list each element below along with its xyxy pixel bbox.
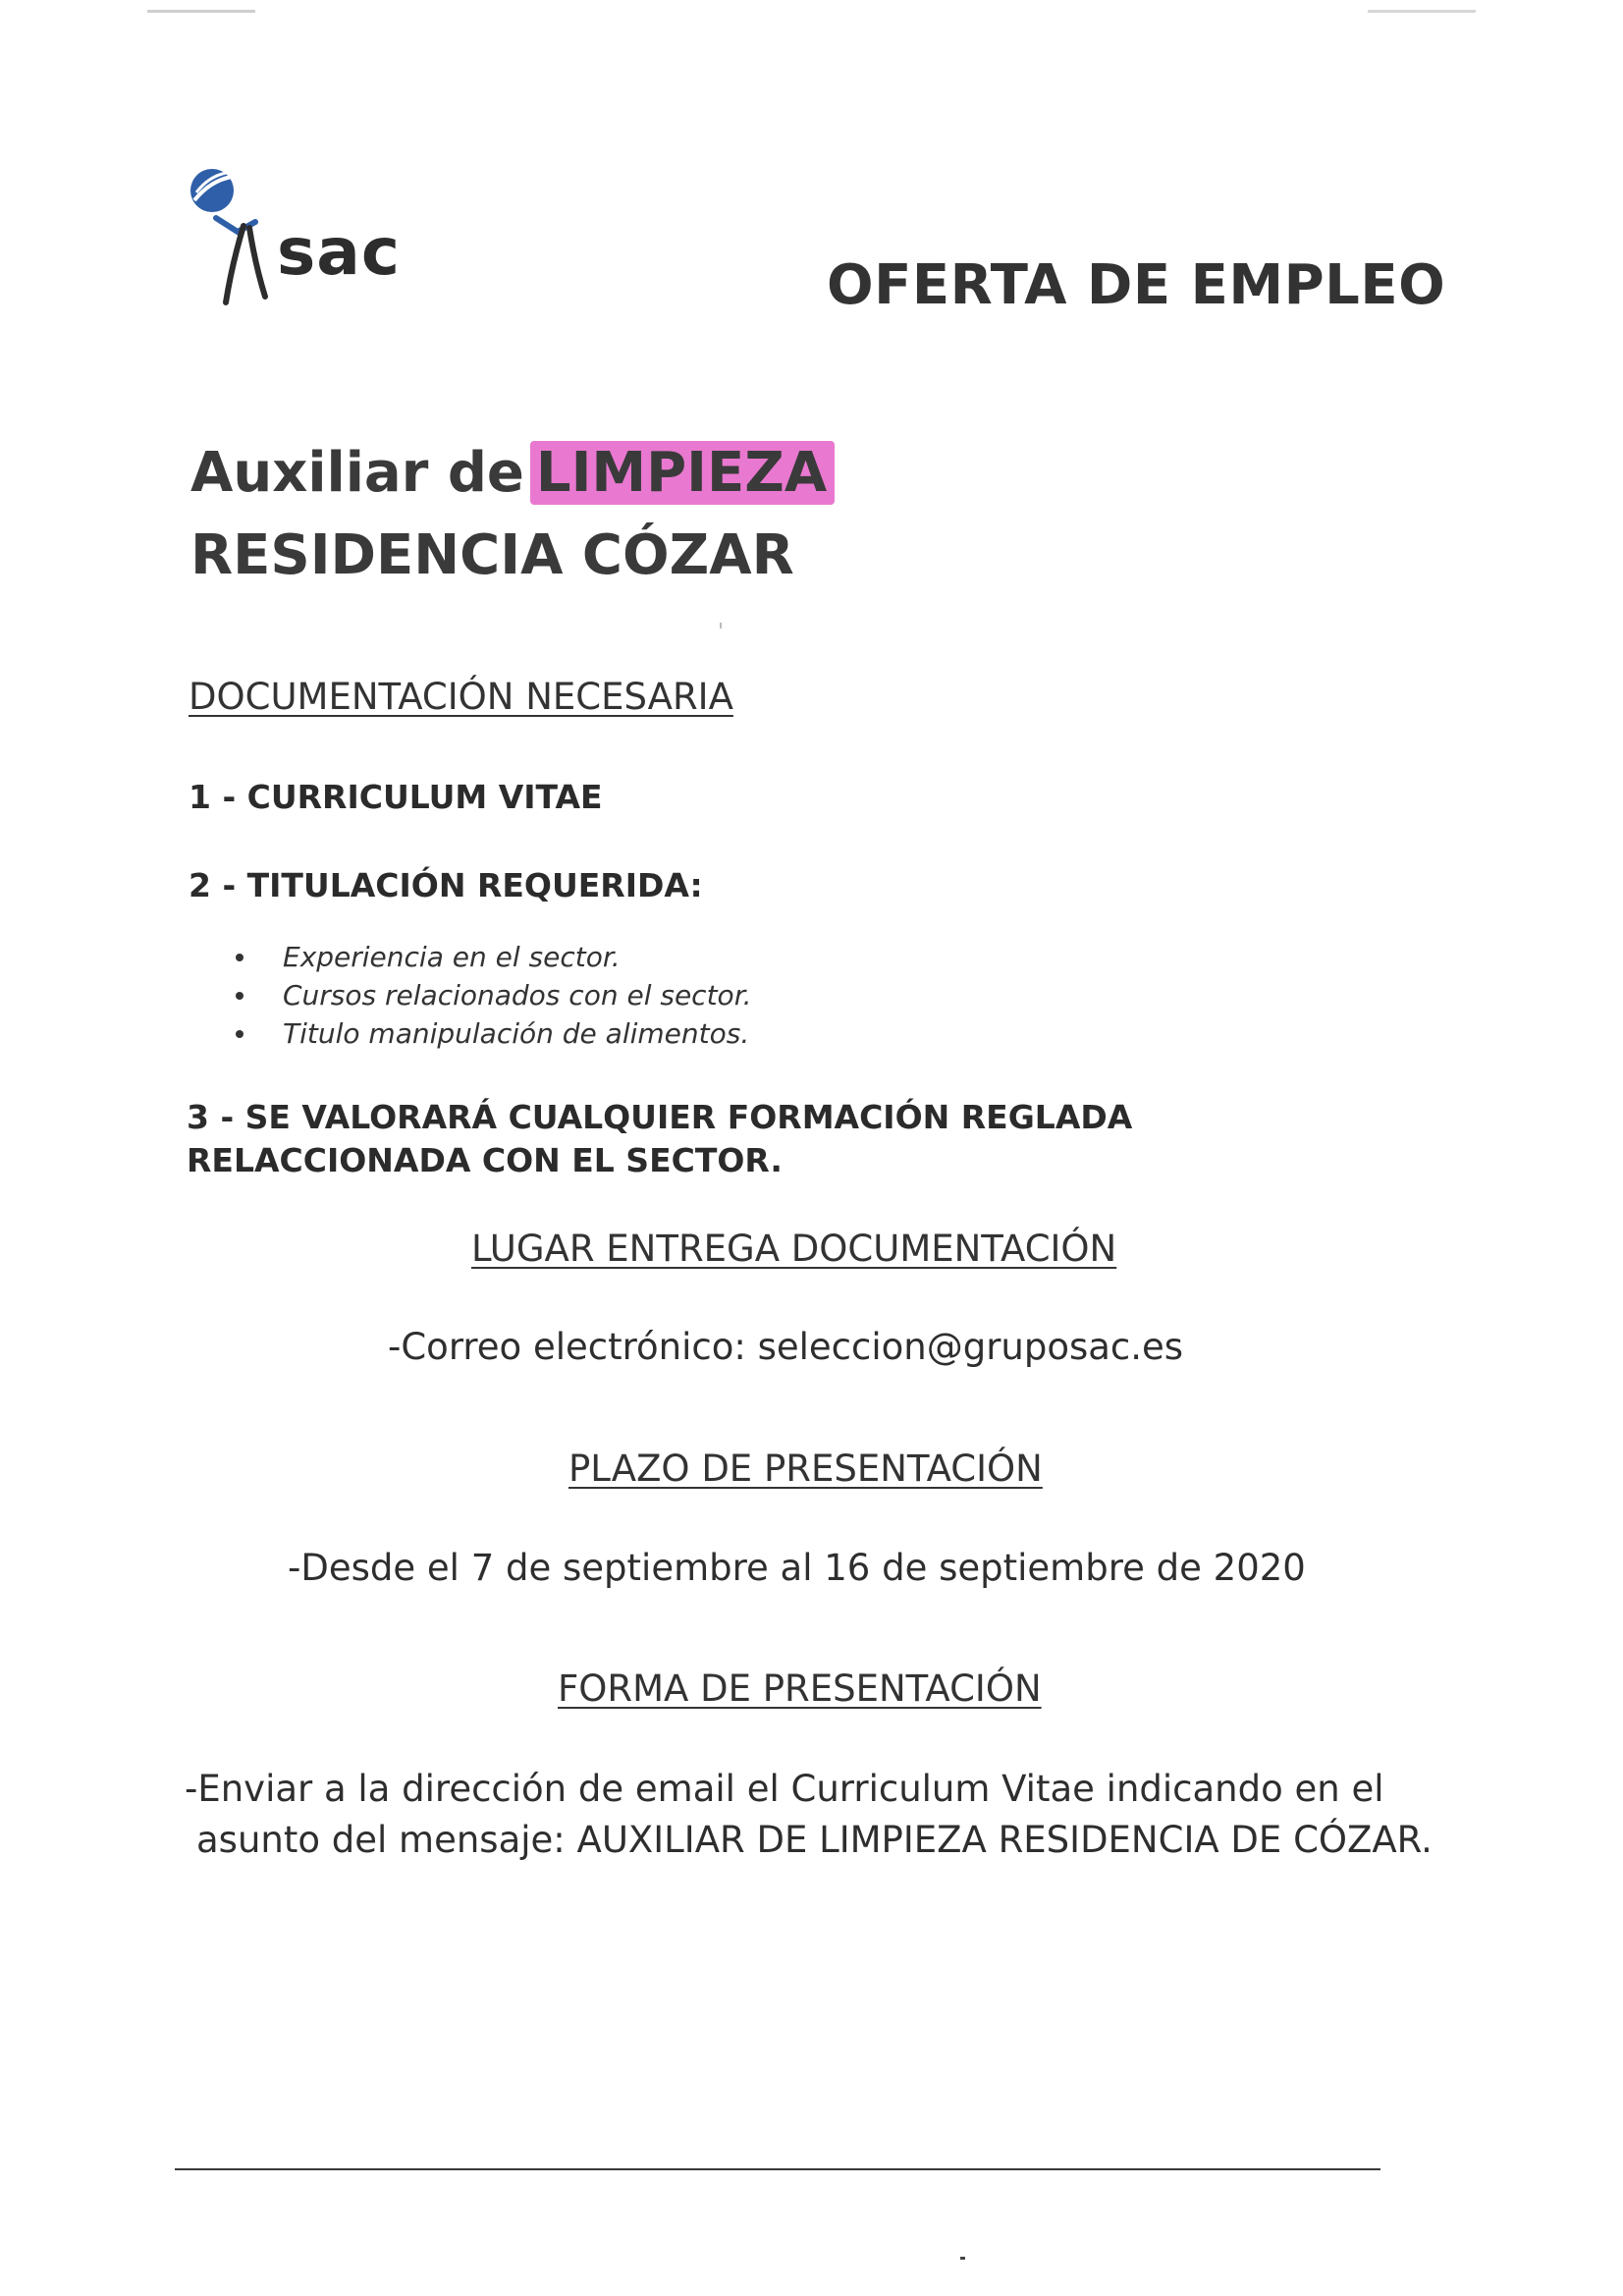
requirement-text: Experiencia en el sector. bbox=[283, 941, 621, 973]
job-title-highlight: LIMPIEZA bbox=[530, 441, 835, 505]
list-item bbox=[236, 976, 752, 1014]
bullet-icon bbox=[236, 1030, 243, 1038]
offer-title: OFERTA DE EMPLEO bbox=[827, 253, 1446, 317]
requirement-text: Cursos relacionados con el sector. bbox=[283, 979, 752, 1011]
documentation-item-3: 3 - SE VALORARÁ CUALQUIER FORMACIÓN REGLADA RELACCIONADA CON EL SECTOR. bbox=[187, 1098, 1133, 1179]
requirements-list bbox=[236, 938, 752, 1053]
submission-line-2: asunto del mensaje: AUXILIAR DE LIMPIEZA RESIDENCIA DE CÓZAR. bbox=[196, 1819, 1433, 1861]
scan-speck-bottom bbox=[960, 2257, 965, 2260]
delivery-heading: LUGAR ENTREGA DOCUMENTACIÓN bbox=[471, 1228, 1117, 1270]
bullet-icon bbox=[236, 992, 243, 1000]
requirement-text: Titulo manipulación de alimentos. bbox=[283, 1017, 750, 1050]
delivery-email-line: -Correo electrónico: seleccion@gruposac.es bbox=[388, 1326, 1184, 1368]
list-item bbox=[236, 938, 752, 976]
job-title bbox=[190, 432, 835, 597]
documentation-item-1: 1 - CURRICULUM VITAE bbox=[189, 778, 603, 816]
scan-artifact-top-right bbox=[1368, 10, 1476, 13]
sac-logo bbox=[187, 167, 432, 314]
footer-divider bbox=[175, 2168, 1380, 2170]
documentation-heading: DOCUMENTACIÓN NECESARIA bbox=[189, 676, 733, 718]
deadline-heading: PLAZO DE PRESENTACIÓN bbox=[568, 1448, 1043, 1490]
scan-artifact-top-left bbox=[147, 10, 255, 13]
job-title-line-2: RESIDENCIA CÓZAR bbox=[190, 523, 794, 587]
scan-speck bbox=[720, 623, 722, 629]
deadline-date-line: -Desde el 7 de septiembre al 16 de septiembre de 2020 bbox=[288, 1547, 1306, 1589]
bullet-icon bbox=[236, 954, 243, 961]
list-item bbox=[236, 1014, 752, 1053]
documentation-item-2: 2 - TITULACIÓN REQUERIDA: bbox=[189, 866, 703, 904]
submission-line-1: -Enviar a la dirección de email el Curriculum Vitae indicando en el bbox=[185, 1768, 1384, 1810]
submission-heading: FORMA DE PRESENTACIÓN bbox=[558, 1667, 1042, 1710]
job-title-line-1 bbox=[190, 432, 835, 515]
job-title-prefix: Auxiliar de bbox=[190, 441, 524, 505]
logo-text: sac bbox=[277, 214, 401, 290]
